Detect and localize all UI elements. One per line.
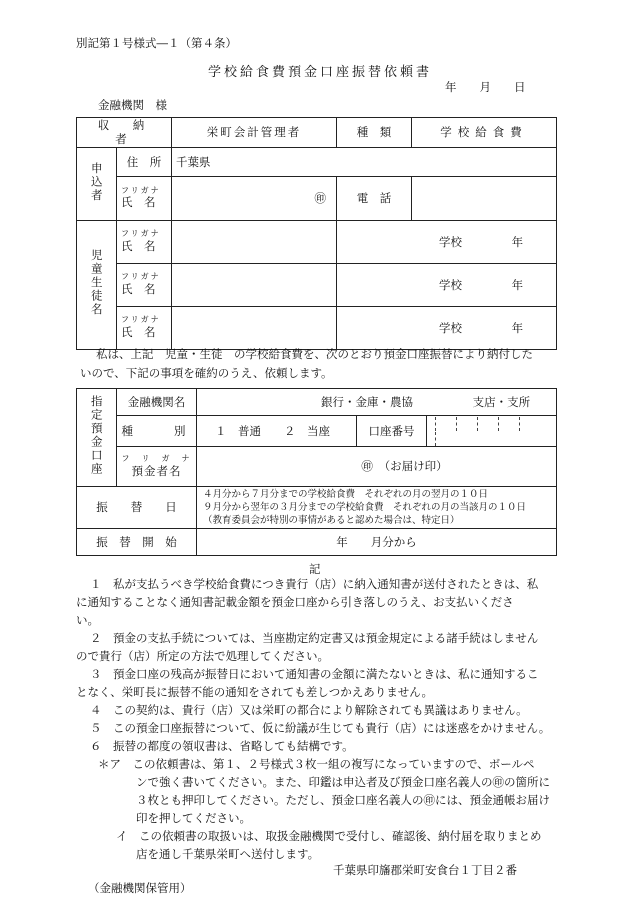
- note-line: い。: [76, 613, 99, 627]
- school-label: 学校: [439, 234, 462, 249]
- holder-seal: ㊞ （お届け印）: [361, 459, 448, 474]
- account-number-label: 口座番号: [357, 416, 427, 447]
- address-field[interactable]: 千葉県: [172, 147, 557, 176]
- kind-label: 種 別: [117, 416, 197, 447]
- transfer-day-line: ４月分から７月分までの学校給食費 それぞれの月の翌月の１０日: [203, 489, 489, 500]
- address-label: 住 所: [117, 147, 172, 176]
- student-name-field[interactable]: [172, 263, 337, 306]
- star-note-line: イ この依頼書の取扱いは、取扱金融機関で受付し、確認後、納付届を取りまとめ: [116, 829, 542, 843]
- holder-furigana-label: フ リ ガ ナ: [121, 453, 192, 463]
- footer-label: （金融機関保管用）: [88, 881, 192, 895]
- name-label: 氏 名: [121, 238, 156, 253]
- transfer-day-label: 振 替 日: [77, 487, 197, 529]
- type-value: 学校給食費: [412, 118, 557, 148]
- bank-label: 金融機関名: [117, 389, 197, 416]
- digit-box[interactable]: [435, 417, 456, 431]
- holder-label: 預金者名: [131, 463, 182, 478]
- furigana-label: フリガナ: [121, 272, 161, 282]
- furigana-label: フリガナ: [121, 315, 161, 325]
- phone-label: 電 話: [337, 176, 412, 220]
- applicant-name-label-cell: [117, 176, 172, 220]
- date-field: 年 月 日: [445, 80, 526, 94]
- account-table: [76, 388, 557, 556]
- note-line: ５ この預金口座振替について、仮に紛議が生じても貴行（店）には迷惑をかけません。: [90, 721, 551, 735]
- student-name-field[interactable]: [172, 220, 337, 263]
- note-line: ３ 預金口座の残高が振替日において通知書の金額に満たないときは、私に通知するこ: [90, 667, 539, 681]
- digit-box[interactable]: [498, 417, 519, 431]
- school-label: 学校: [439, 277, 462, 292]
- holder-field[interactable]: [197, 447, 557, 487]
- student-label: 児童生徒名: [89, 249, 104, 317]
- name-label: 氏 名: [121, 324, 156, 339]
- star-note-line: 印を押してください。: [136, 811, 251, 825]
- star-note-line: 店を通し千葉県栄町へ送付します。: [136, 847, 320, 861]
- star-note-line: ＊ア この依頼書は、第１、２号様式３枚一組の複写になっていますので、ボールペ: [98, 757, 535, 771]
- payee-value: 栄町会計管理者: [172, 118, 337, 148]
- account-label: 指定預金口座: [89, 395, 104, 477]
- start-field[interactable]: 年 月分から: [197, 529, 557, 556]
- transfer-day-line: ９月分から翌年の３月分までの学校給食費 それぞれの月の当該月の１０日: [203, 502, 527, 513]
- student-label-cell: [77, 220, 117, 349]
- applicant-label: 申込者: [89, 161, 104, 203]
- kind-options[interactable]: １ 普通 ２ 当座: [197, 416, 357, 447]
- form-number: 別記第１号様式―１（第４条）: [76, 36, 237, 50]
- note-line: ２ 預金の支払手続については、当座勘定約定書又は預金規定による諸手続はしません: [90, 631, 539, 645]
- account-number-field[interactable]: [427, 416, 557, 447]
- note-line: ４ この契約は、貴行（店）又は栄町の都合により解除されても異議はありません。: [90, 703, 528, 717]
- bank-type-text: 銀行・金庫・農協: [321, 394, 413, 409]
- school-grade-cell[interactable]: [337, 263, 557, 306]
- name-label: 氏 名: [121, 281, 156, 296]
- applicant-name-field[interactable]: [172, 176, 337, 220]
- student-name-label-cell: [117, 306, 172, 349]
- start-label: 振 替 開 始: [77, 529, 197, 556]
- account-label-cell: [77, 389, 117, 487]
- grade-label: 年: [511, 277, 524, 292]
- holder-label-cell: [117, 447, 197, 487]
- note-line: ６ 振替の都度の領収書は、省略しても結構です。: [90, 739, 354, 753]
- digit-box[interactable]: [435, 432, 456, 446]
- digit-box[interactable]: [456, 417, 477, 431]
- applicant-label-cell: [77, 147, 117, 220]
- payee-label: 収 納 者: [77, 118, 172, 148]
- furigana-label: フリガナ: [121, 185, 161, 195]
- request-line-2: いので、下記の事項を確約のうえ、依頼します。: [80, 366, 333, 380]
- type-label: 種 類: [337, 118, 412, 148]
- school-label: 学校: [439, 320, 462, 335]
- note-line: ので貴行（店）所定の方法で処理してください。: [76, 649, 329, 663]
- school-grade-cell[interactable]: [337, 220, 557, 263]
- grade-label: 年: [511, 320, 524, 335]
- addressee: 金融機関 様: [98, 98, 167, 112]
- document-title: 学校給食費預金口座振替依頼書: [208, 65, 433, 80]
- star-note-line: ３枚とも押印してください。ただし、預金口座名義人の㊞には、預金通帳お届け: [136, 793, 550, 807]
- seal-mark: ㊞: [314, 191, 326, 206]
- student-name-label-cell: [117, 263, 172, 306]
- furigana-label: フリガナ: [121, 229, 161, 239]
- digit-box[interactable]: [477, 417, 498, 431]
- note-line: となく、栄町長に振替不能の通知をされても差しつかえありません。: [76, 685, 433, 699]
- student-name-label-cell: [117, 220, 172, 263]
- address-line: 千葉県印旛郡栄町安食台１丁目２番: [333, 863, 517, 877]
- note-line: に通知することなく通知書記載金額を預金口座から引き落しのうえ、お支払いくださ: [76, 595, 514, 609]
- school-grade-cell[interactable]: [337, 306, 557, 349]
- digit-box[interactable]: [519, 417, 540, 431]
- notes-heading: 記: [309, 562, 321, 576]
- name-label: 氏 名: [121, 195, 156, 210]
- note-line: １ 私が支払うべき学校給食費につき貴行（店）に納入通知書が送付されたときは、私: [90, 577, 539, 591]
- star-note-line: ンで強く書いてください。また、印鑑は申込者及び預金口座名義人の㊞の箇所に: [136, 775, 550, 789]
- grade-label: 年: [511, 234, 524, 249]
- request-line-1: 私は、上記 児童・生徒 の学校給食費を、次のとおり預金口座振替により納付した: [96, 347, 533, 361]
- applicant-table: [76, 117, 557, 350]
- transfer-day-text: [197, 487, 557, 529]
- student-name-field[interactable]: [172, 306, 337, 349]
- bank-field[interactable]: [197, 389, 557, 416]
- branch-type-text: 支店・支所: [472, 394, 531, 409]
- phone-field[interactable]: [412, 176, 557, 220]
- transfer-day-line: （教育委員会が特別の事情があると認めた場合は、特定日）: [203, 515, 460, 526]
